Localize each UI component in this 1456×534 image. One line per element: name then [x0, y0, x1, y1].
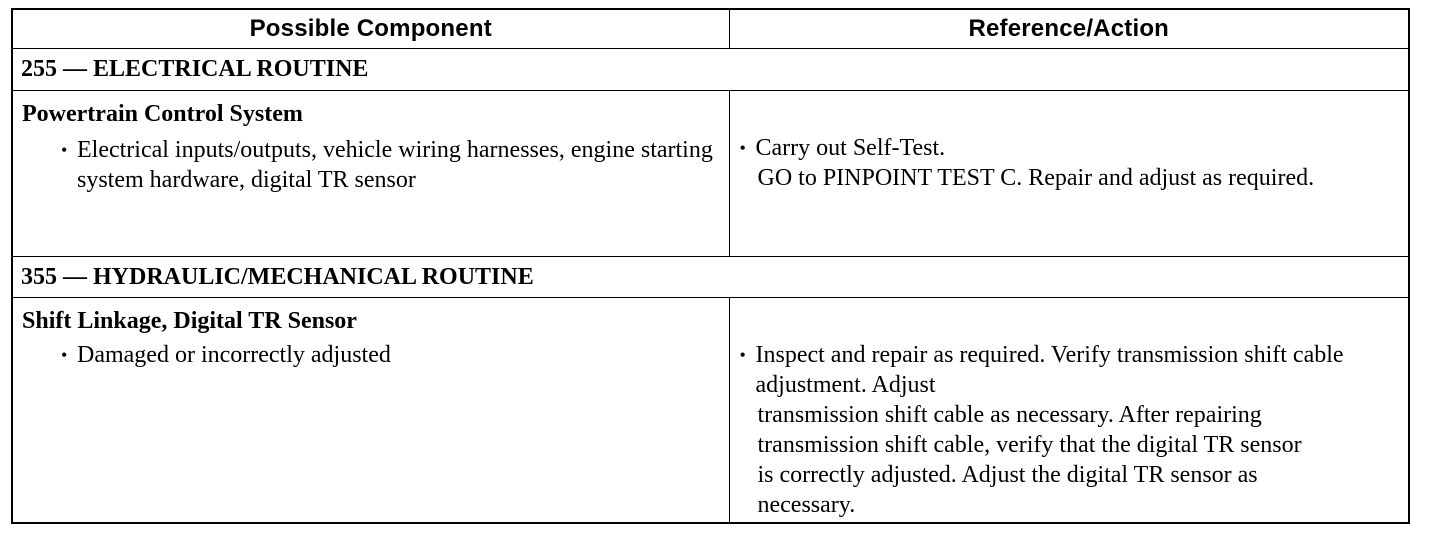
action-bullet [740, 133, 1399, 163]
bullet-icon: • [739, 345, 746, 366]
action-cell [729, 90, 1409, 256]
table-row [12, 298, 1409, 523]
routine-row [12, 256, 1409, 297]
component-bullet [13, 340, 729, 370]
diagnostic-table [11, 8, 1410, 524]
component-title: Powertrain Control System [22, 100, 303, 127]
action-bullet-text: Inspect and repair as required. Verify transmission shift cable adjustment. Adjust [755, 342, 1344, 399]
header-reference-action: Reference/Action [729, 9, 1409, 49]
component-cell [12, 298, 729, 523]
action-cell [729, 298, 1409, 523]
component-cell [12, 90, 729, 256]
bullet-icon: • [61, 139, 68, 160]
action-line: transmission shift cable as necessary. After repairing [757, 402, 1262, 429]
routine-title: 355 — HYDRAULIC/MECHANICAL ROUTINE [12, 256, 1409, 297]
routine-row [12, 49, 1409, 90]
component-title: Shift Linkage, Digital TR Sensor [22, 308, 357, 335]
action-line: necessary. [757, 492, 856, 519]
component-bullet-text: Damaged or incorrectly adjusted [77, 342, 391, 369]
bullet-icon: • [739, 137, 746, 158]
component-bullet-text: Electrical inputs/outputs, vehicle wiring harnesses, engine starting system hardware, digital TR sensor [77, 136, 713, 193]
table-header-row [12, 9, 1409, 49]
action-bullet [740, 340, 1399, 400]
action-line: GO to PINPOINT TEST C. Repair and adjust as required. [757, 164, 1315, 191]
table-row [12, 90, 1409, 256]
component-bullet [13, 135, 729, 195]
header-possible-component: Possible Component [12, 9, 729, 49]
action-bullet-text: Carry out Self-Test. [755, 134, 946, 161]
action-line: is correctly adjusted. Adjust the digital TR sensor as [757, 462, 1258, 489]
bullet-icon: • [61, 345, 68, 366]
routine-title: 255 — ELECTRICAL ROUTINE [12, 49, 1409, 90]
action-line: transmission shift cable, verify that the digital TR sensor [757, 432, 1302, 459]
